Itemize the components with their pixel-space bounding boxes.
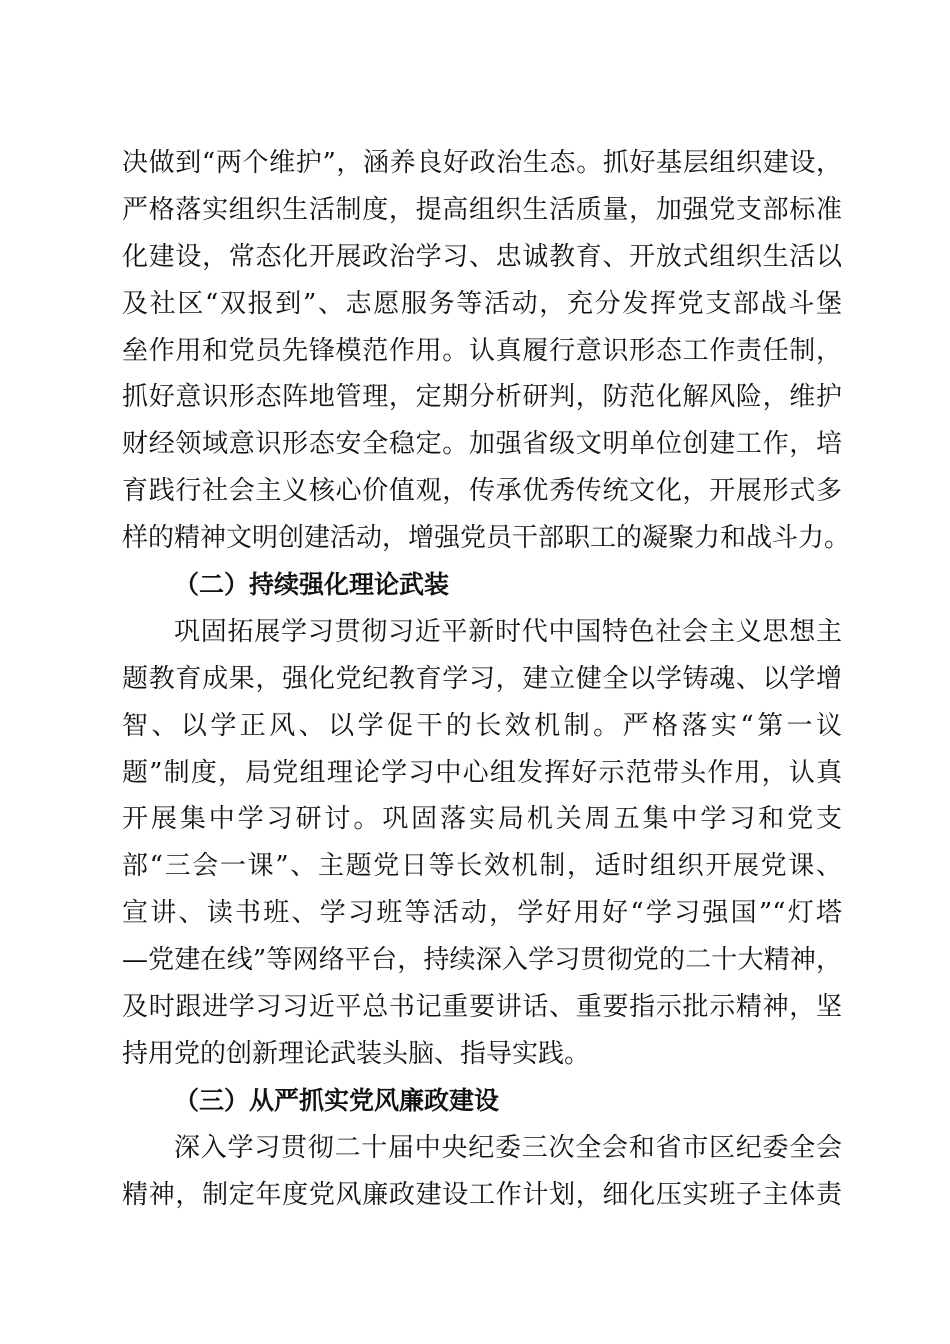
text-line: 智、以学正风、以学促干的长效机制。严格落实“第一议 bbox=[122, 710, 842, 741]
paragraph-integrity bbox=[122, 1125, 842, 1219]
text-line: 巩固拓展学习贯彻习近平新时代中国特色社会主义思想主 bbox=[174, 616, 842, 647]
text-line: 题”制度，局党组理论学习中心组发挥好示范带头作用，认真 bbox=[122, 757, 842, 788]
paragraph-theory-study bbox=[122, 609, 842, 1078]
text-line: 及时跟进学习习近平总书记重要讲话、重要指示批示精神，坚 bbox=[122, 992, 842, 1023]
text-line: 决做到“两个维护”，涵养良好政治生态。抓好基层组织建设， bbox=[122, 148, 842, 178]
text-line: 化建设，常态化开展政治学习、忠诚教育、开放式组织生活以 bbox=[122, 241, 842, 272]
text-line: 严格落实组织生活制度，提高组织生活质量，加强党支部标准 bbox=[122, 194, 842, 225]
section-heading-theory: （二）持续强化理论武装 bbox=[174, 570, 450, 600]
text-line: 抓好意识形态阵地管理，定期分析研判，防范化解风险，维护 bbox=[122, 382, 842, 413]
section-heading-integrity: （三）从严抓实党风廉政建设 bbox=[174, 1085, 500, 1115]
text-line: 育践行社会主义核心价值观，传承优秀传统文化，开展形式多 bbox=[122, 476, 842, 507]
text-line: 样的精神文明创建活动，增强党员干部职工的凝聚力和战斗力。 bbox=[122, 523, 851, 554]
paragraph-party-building bbox=[122, 140, 851, 562]
text-line: 持用党的创新理论武装头脑、指导实践。 bbox=[122, 1038, 591, 1069]
text-line: 垒作用和党员先锋模范作用。认真履行意识形态工作责任制， bbox=[122, 335, 842, 366]
text-line: 宣讲、读书班、学习班等活动，学好用好“学习强国”“灯塔 bbox=[122, 898, 842, 929]
text-line: 部“三会一课”、主题党日等长效机制，适时组织开展党课、 bbox=[122, 851, 842, 882]
document-body bbox=[122, 140, 851, 1218]
text-line: 财经领域意识形态安全稳定。加强省级文明单位创建工作，培 bbox=[122, 429, 842, 460]
text-line: 及社区“双报到”、志愿服务等活动，充分发挥党支部战斗堡 bbox=[122, 288, 842, 319]
text-line: 题教育成果，强化党纪教育学习，建立健全以学铸魂、以学增 bbox=[122, 663, 842, 694]
text-line: 精神，制定年度党风廉政建设工作计划，细化压实班子主体责 bbox=[122, 1179, 842, 1210]
text-line: 深入学习贯彻二十届中央纪委三次全会和省市区纪委全会 bbox=[174, 1132, 842, 1163]
text-line: —党建在线”等网络平台，持续深入学习贯彻党的二十大精神， bbox=[122, 945, 842, 976]
text-line: 开展集中学习研讨。巩固落实局机关周五集中学习和党支 bbox=[122, 804, 842, 835]
